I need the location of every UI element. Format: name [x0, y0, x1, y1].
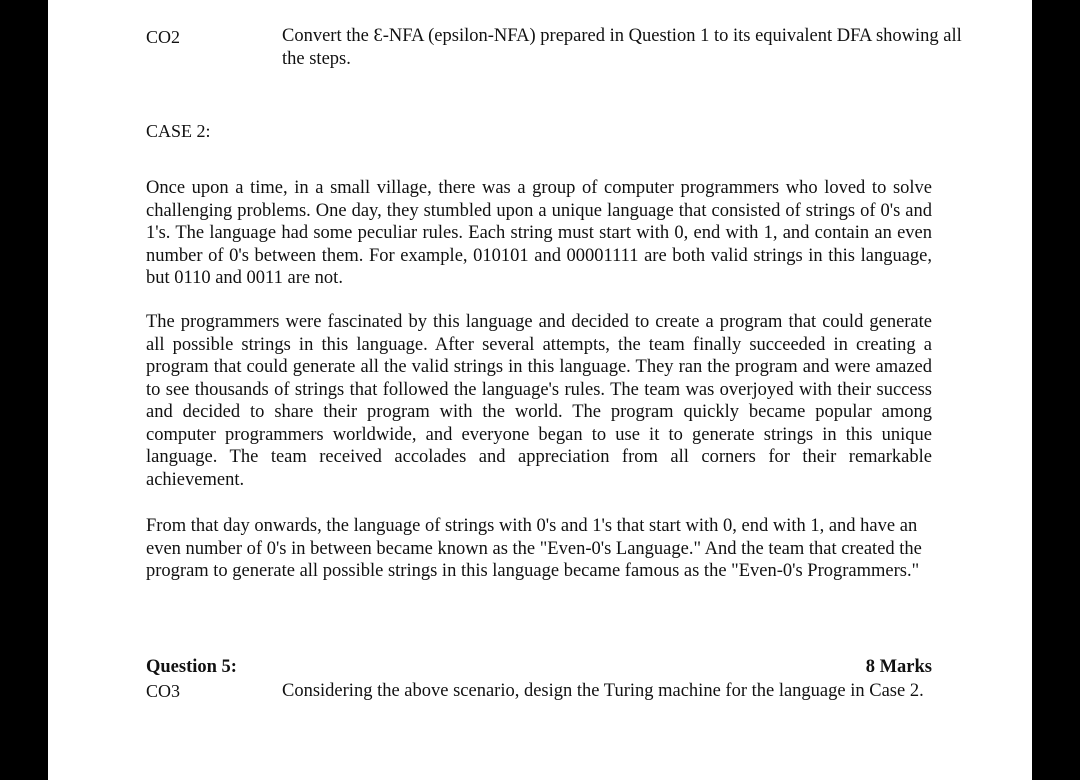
case-paragraph-3: From that day onwards, the language of strings with 0's and 1's that start with 0, end with 1, and have an even number of 0's in between became known as the "Even-0's Language." And the team that created the program to generate all possible strings in this language became famous as the "Even-0's Programmers."	[146, 516, 922, 581]
document-page	[48, 0, 1032, 780]
previous-question-text: Convert the Ɛ-NFA (epsilon-NFA) prepared in Question 1 to its equivalent DFA showing all the steps.	[282, 26, 962, 69]
co3-label: CO3	[146, 681, 181, 701]
co2-label: CO2	[146, 27, 181, 47]
case-paragraph-2: The programmers were fascinated by this language and decided to create a program that could generate all possible strings in this language. After several attempts, the team finally succeeded in creating a program that could generate all the valid strings in this language. They ran the program and were amazed to see thousands of strings that followed the language's rules. The team was overjoyed with their success and decided to share their program with the world. The program quickly became popular among computer programmers worldwide, and everyone began to use it to generate strings in this unique language. The team received accolades and appreciation from all corners for their remarkable achievement.	[146, 312, 932, 490]
marks-label: 8 Marks	[865, 657, 932, 677]
question-label: Question 5:	[146, 657, 237, 677]
question-text: Considering the above scenario, design the Turing machine for the language in Case 2.	[282, 681, 924, 701]
case-heading: CASE 2:	[146, 121, 211, 141]
case-paragraph-1: Once upon a time, in a small village, there was a group of computer programmers who loved to solve challenging problems. One day, they stumbled upon a unique language that consisted of strings of 0's and 1's. The language had some peculiar rules. Each string must start with 0, end with 1, and contain an even number of 0's between them. For example, 010101 and 00001111 are both valid strings in this language, but 0110 and 0011 are not.	[146, 178, 932, 288]
